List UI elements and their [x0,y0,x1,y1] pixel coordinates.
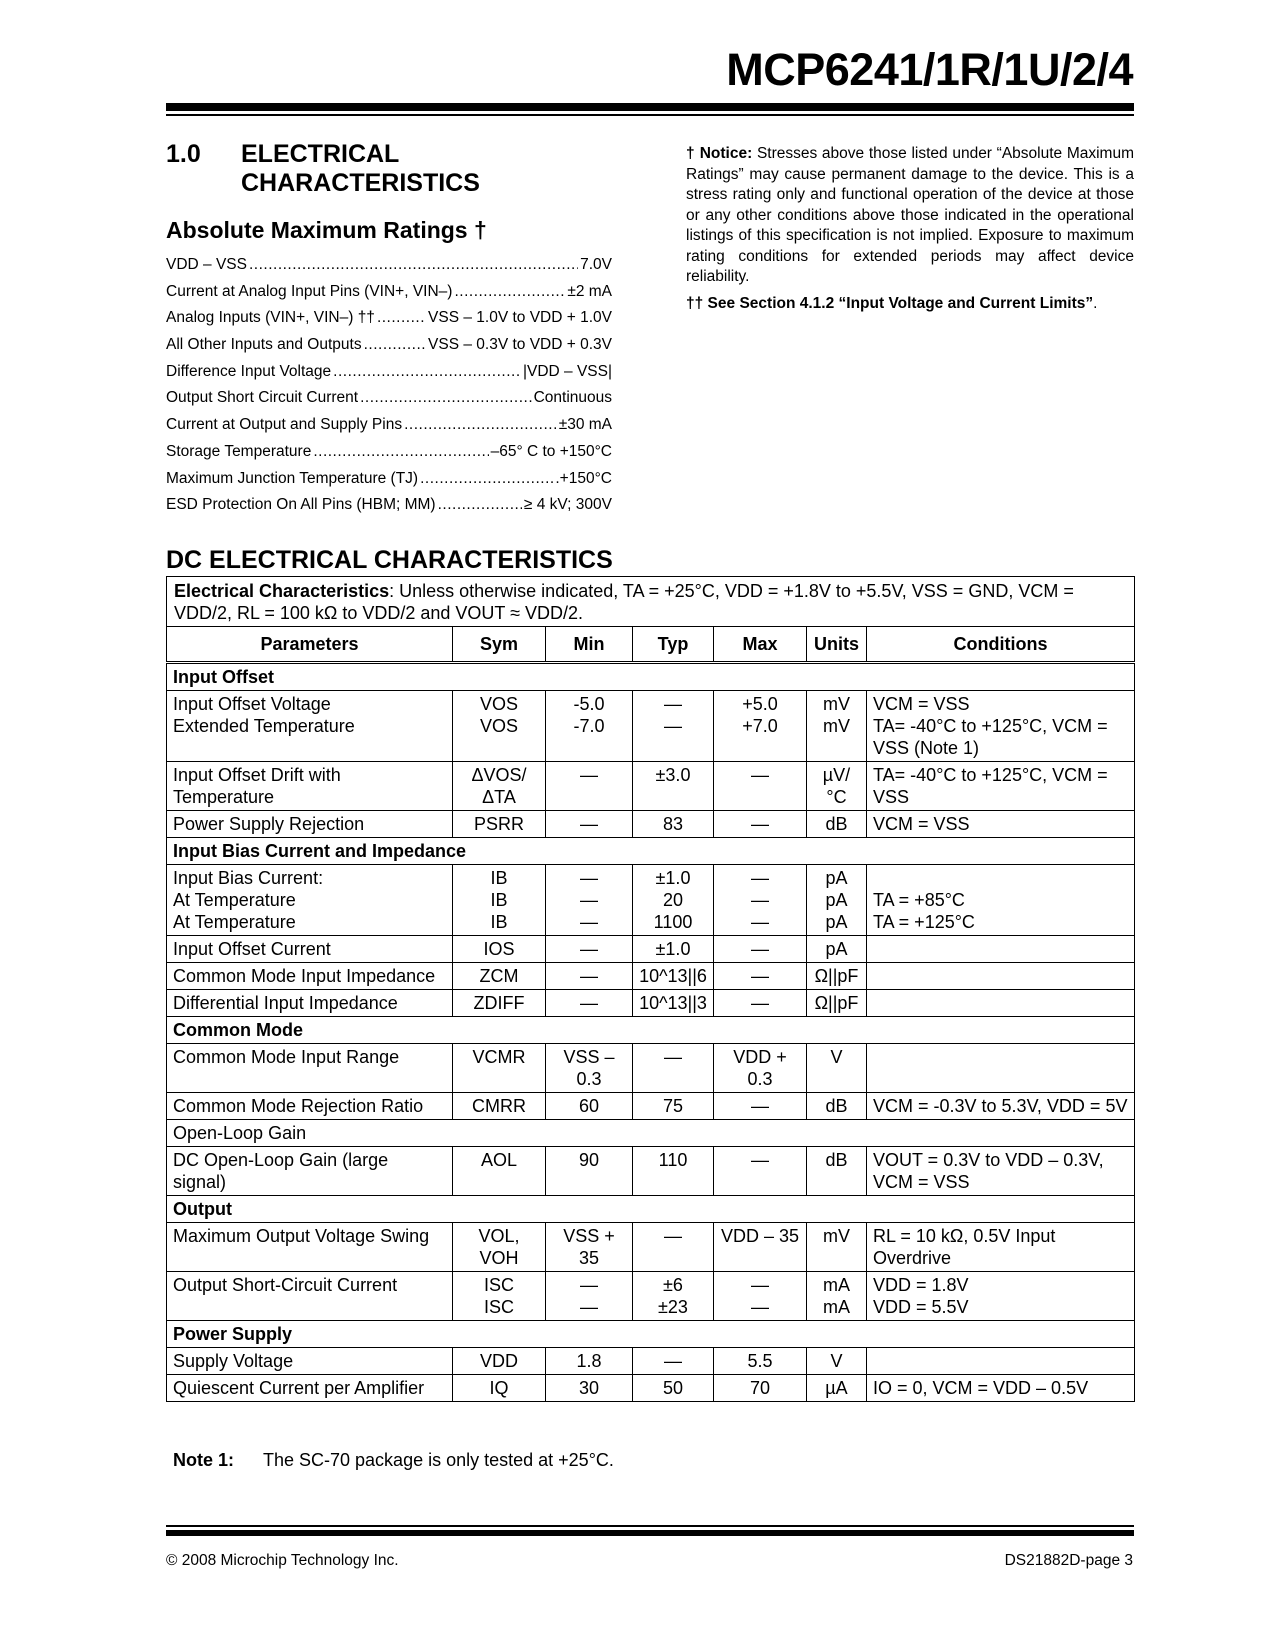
leader-dots [377,309,426,327]
min-cell: — [546,762,633,811]
amr-value: Continuous [533,389,612,407]
amr-row [166,309,612,336]
min-text: — [580,868,598,888]
units-text: mV [823,694,850,714]
max-text: — [751,912,769,932]
table-row [167,936,1135,963]
amr-value: .+150°C [555,469,612,487]
group-row [167,1120,1135,1147]
typ-text: 1100 [653,912,693,932]
amr-row [166,496,612,523]
typ-cell: ±1.0 [633,936,714,963]
conditions-label: Electrical Characteristics [174,581,390,601]
cond-text: TA= -40°C to +125°C, VCM = VSS (Note 1) [873,716,1108,758]
table-row [167,1272,1135,1321]
table-row [167,811,1135,838]
min-cell: — [546,811,633,838]
table-row [167,1147,1135,1196]
cond-cell: IO = 0, VCM = VDD – 0.5V [867,1375,1135,1402]
units-cell: V [807,1348,867,1375]
units-cell: mV [807,1223,867,1272]
absolute-max-ratings-list [166,256,612,523]
min-text: — [580,912,598,932]
cond-cell: VCM = -0.3V to 5.3V, VDD = 5V [867,1093,1135,1120]
amr-row [166,470,612,497]
cond-cell: RL = 10 kΩ, 0.5V Input Overdrive [867,1223,1135,1272]
max-text: — [751,1275,769,1295]
min-cell: — [546,990,633,1017]
amr-value: VSS – 1.0V to VDD + 1.0V [428,309,612,327]
max-text: — [751,868,769,888]
header-rule-thin [166,114,1134,116]
amr-value: –65° C to +150°C [490,442,612,460]
amr-heading: Absolute Maximum Ratings † [166,217,487,243]
amr-row [166,283,612,310]
sym-cell [453,1272,546,1321]
dc-characteristics-title: DC ELECTRICAL CHARACTERISTICS [166,546,613,574]
leader-dots [364,336,426,354]
table-row [167,865,1135,936]
sym-cell: IQ [453,1375,546,1402]
column-header: Sym [453,627,546,663]
typ-text: ±23 [658,1297,688,1317]
amr-value: ±2 mA [567,282,612,300]
param-cell: Maximum Output Voltage Swing [167,1223,453,1272]
amr-label: ESD Protection On All Pins (HBM; MM) [166,496,436,514]
min-cell: 1.8 [546,1348,633,1375]
table-row [167,1348,1135,1375]
cond-cell: TA= -40°C to +125°C, VCM = VSS [867,762,1135,811]
units-text: mA [823,1297,850,1317]
leader-dots [420,470,553,488]
table-row [167,691,1135,762]
cond-text [873,867,1128,889]
param-text: Extended Temperature [173,716,355,736]
notice-paragraph [686,144,1134,288]
reference-suffix: . [1093,294,1098,312]
amr-label: VDD – VSS [166,256,247,273]
units-text: pA [825,868,848,888]
cond-cell [867,990,1135,1017]
sym-cell: PSRR [453,811,546,838]
param-cell [167,691,453,762]
min-text: — [580,890,598,910]
notice-text: Stresses above those listed under “Absolute Maximum Ratings” may cause permanent damage to the device. This is a stress rating only and functional operation of the device at those or any other conditions above those indicated in the operational listings of this specification is not implied. Exposure to maximum rating conditions for extended periods may affect device reliability. [686,145,1135,285]
min-cell: 60 [546,1093,633,1120]
group-label: Power Supply [167,1321,1135,1348]
max-text: +5.0 [742,694,778,714]
header-rule [166,103,1134,111]
param-cell: Supply Voltage [167,1348,453,1375]
sym-cell: IOS [453,936,546,963]
amr-label: Output Short Circuit Current [166,389,359,407]
stress-notice [686,144,1134,320]
max-text: — [751,890,769,910]
dc-characteristics-table [166,576,1135,1402]
max-cell: — [714,990,807,1017]
table-row [167,1223,1135,1272]
max-cell: — [714,762,807,811]
param-cell: Quiescent Current per Amplifier [167,1375,453,1402]
typ-cell: 75 [633,1093,714,1120]
max-cell: — [714,936,807,963]
param-text: Input Bias Current: [173,868,324,888]
sym-text: ISC [483,1275,514,1295]
units-cell: Ω||pF [807,963,867,990]
amr-label: All Other Inputs and Outputs [166,336,362,354]
typ-text: — [664,694,682,714]
column-header: Min [546,627,633,663]
typ-cell: 110 [633,1147,714,1196]
group-label: Input Bias Current and Impedance [167,838,1135,865]
typ-cell: — [633,1223,714,1272]
units-cell [807,691,867,762]
min-cell: VSS – 0.3 [546,1044,633,1093]
table-row [167,963,1135,990]
units-cell: dB [807,811,867,838]
dagger-marker: †† See [686,294,736,312]
max-cell: — [714,1147,807,1196]
group-row [167,838,1135,865]
group-row [167,1321,1135,1348]
max-text: +7.0 [742,716,778,736]
amr-row [166,416,612,443]
min-cell [546,691,633,762]
min-cell [546,865,633,936]
table-row [167,990,1135,1017]
copyright: © 2008 Microchip Technology Inc. [166,1552,399,1569]
sym-text: IB [490,912,508,932]
cond-text: TA = +125°C [873,912,975,932]
sym-cell: VCMR [453,1044,546,1093]
table-row [167,762,1135,811]
max-cell: VDD – 35 [714,1223,807,1272]
cond-text: VCM = VSS [873,694,970,714]
min-text: — [580,1297,598,1317]
cond-cell [867,1272,1135,1321]
amr-label: Storage Temperature [166,442,312,460]
sym-text: IB [490,890,508,910]
sym-cell: CMRR [453,1093,546,1120]
amr-label: Difference Input Voltage [166,362,332,380]
typ-cell: — [633,1348,714,1375]
amr-row [166,336,612,363]
table-row [167,1375,1135,1402]
param-cell: Differential Input Impedance [167,990,453,1017]
footer-rule [166,1530,1134,1536]
sym-text: VOS [479,694,518,714]
amr-row [166,389,612,416]
typ-text: ±1.0 [655,868,691,888]
cond-cell [867,1044,1135,1093]
column-header: Units [807,627,867,663]
max-cell: — [714,963,807,990]
max-cell: 70 [714,1375,807,1402]
sym-cell [453,691,546,762]
group-label: Output [167,1196,1135,1223]
param-cell: Input Offset Drift with Temperature [167,762,453,811]
leader-dots [438,496,522,514]
units-cell: V [807,1044,867,1093]
amr-row [166,363,612,390]
column-header: Conditions [867,627,1135,663]
column-header: Parameters [167,627,453,663]
cond-cell [867,936,1135,963]
max-cell: — [714,1093,807,1120]
max-cell: 5.5 [714,1348,807,1375]
group-row [167,1196,1135,1223]
cond-text: TA = +85°C [873,890,965,910]
sym-cell: ZDIFF [453,990,546,1017]
sym-text: VOS [479,716,518,736]
units-text: pA [825,890,848,910]
typ-cell: 50 [633,1375,714,1402]
sym-text: ISC [483,1297,514,1317]
param-cell: Input Offset Current [167,936,453,963]
units-cell: µV/°C [807,762,867,811]
leader-dots [313,443,488,461]
units-cell: dB [807,1147,867,1196]
see-reference [686,294,1134,315]
units-cell [807,865,867,936]
max-cell [714,1272,807,1321]
amr-label: Maximum Junction Temperature (TJ) [166,469,419,487]
min-text: -5.0 [573,694,605,714]
leader-dots [404,416,557,434]
conditions-row [167,577,1135,627]
conditions-cell [167,577,1135,627]
min-cell: — [546,936,633,963]
cond-cell: VOUT = 0.3V to VDD – 0.3V, VCM = VSS [867,1147,1135,1196]
cond-cell [867,691,1135,762]
footer-rule-thin [166,1525,1134,1527]
note-label: Note 1: [173,1450,235,1470]
min-cell: 30 [546,1375,633,1402]
typ-text: — [664,716,682,736]
min-cell [546,1272,633,1321]
param-text: Input Offset Voltage [173,694,331,714]
cond-text: VDD = 1.8V [873,1275,969,1295]
max-cell [714,691,807,762]
sym-cell [453,865,546,936]
section-title: ELECTRICAL CHARACTERISTICS [241,140,480,197]
leader-dots [249,256,578,274]
units-cell: Ω||pF [807,990,867,1017]
param-cell: Common Mode Input Range [167,1044,453,1093]
typ-cell: 10^13||3 [633,990,714,1017]
cond-cell [867,1348,1135,1375]
units-cell: µA [807,1375,867,1402]
amr-value: ≥ 4 kV; 300V [523,496,612,514]
sym-cell: ΔVOS/ΔTA [453,762,546,811]
param-text: At Temperature [173,912,296,932]
max-cell: VDD + 0.3 [714,1044,807,1093]
group-label: Common Mode [167,1017,1135,1044]
notice-heading: † Notice: [686,145,753,162]
min-cell: 90 [546,1147,633,1196]
column-header: Max [714,627,807,663]
conditions-text: : Unless otherwise indicated, TA = +25°C, VDD = +1.8V to +5.5V, VSS = GND, VCM = VDD/2, RL = 100 kΩ to VDD/2 and VOUT ≈ VDD/2. [174,581,1074,623]
typ-cell: ±3.0 [633,762,714,811]
leader-dots [454,283,565,301]
table-note [173,1450,614,1471]
amr-label: Current at Analog Input Pins (VIN+, VIN–) [166,282,453,300]
note-text: The SC-70 package is only tested at +25°C. [263,1450,614,1470]
param-cell: Common Mode Input Impedance [167,963,453,990]
min-cell: VSS + 35 [546,1223,633,1272]
param-cell: Common Mode Rejection Ratio [167,1093,453,1120]
sym-cell: VDD [453,1348,546,1375]
units-text: pA [825,912,848,932]
amr-value: VSS – 0.3V to VDD + 0.3V [428,336,612,354]
amr-label: Analog Inputs (VIN+, VIN–) †† [166,309,375,327]
param-cell: Output Short-Circuit Current [167,1272,453,1321]
units-text: mV [823,716,850,736]
group-row [167,1017,1135,1044]
group-label: Open-Loop Gain [167,1120,1135,1147]
amr-value: |VDD – VSS| [522,362,612,380]
min-cell: — [546,963,633,990]
min-text: -7.0 [573,716,605,736]
cond-cell: VCM = VSS [867,811,1135,838]
sym-cell: ZCM [453,963,546,990]
cond-text: VDD = 5.5V [873,1297,969,1317]
amr-row [166,443,612,470]
page-number: DS21882D-page 3 [1004,1552,1133,1569]
cond-cell [867,865,1135,936]
amr-value: 7.0V [580,256,612,273]
typ-cell: — [633,1044,714,1093]
section-number: 1.0 [166,140,201,168]
leader-dots [333,363,521,381]
leader-dots [360,389,531,407]
typ-cell: 10^13||6 [633,963,714,990]
param-cell [167,865,453,936]
typ-cell [633,691,714,762]
units-cell: dB [807,1093,867,1120]
amr-label: Current at Output and Supply Pins [166,416,403,434]
document-title: MCP6241/1R/1U/2/4 [726,44,1133,95]
units-cell: pA [807,936,867,963]
max-cell [714,865,807,936]
units-text: mA [823,1275,850,1295]
amr-value: ±30 mA [558,416,612,434]
typ-cell: 83 [633,811,714,838]
param-cell: Power Supply Rejection [167,811,453,838]
typ-cell [633,1272,714,1321]
amr-row [166,256,612,283]
param-cell: DC Open-Loop Gain (large signal) [167,1147,453,1196]
sym-text: IB [490,868,508,888]
table-row [167,1044,1135,1093]
typ-text: ±6 [663,1275,683,1295]
group-row [167,663,1135,691]
max-text: — [751,1297,769,1317]
table-row [167,1093,1135,1120]
max-cell: — [714,811,807,838]
sym-cell: AOL [453,1147,546,1196]
group-label: Input Offset [167,663,1135,691]
section-reference: Section 4.1.2 “Input Voltage and Current Limits” [739,294,1094,312]
typ-text: 20 [662,890,684,910]
column-header: Typ [633,627,714,663]
units-cell [807,1272,867,1321]
sym-cell: VOL, VOH [453,1223,546,1272]
typ-cell [633,865,714,936]
param-text: At Temperature [173,890,296,910]
min-text: — [580,1275,598,1295]
header-row [167,627,1135,663]
cond-cell [867,963,1135,990]
